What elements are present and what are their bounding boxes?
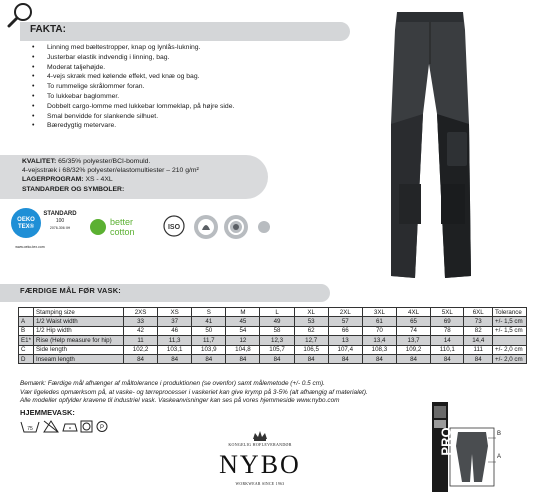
table-cell: 37	[158, 317, 192, 326]
wash-tub-icon	[21, 422, 39, 432]
table-cell: 78	[431, 326, 464, 335]
table-cell: 62	[294, 326, 328, 335]
table-cell: E1*	[19, 336, 34, 345]
table-cell: 84	[294, 354, 328, 363]
lager-label: LAGERPROGRAM:	[22, 176, 84, 184]
trousers-image	[385, 4, 475, 284]
better-cotton-logo	[90, 217, 135, 237]
iso-logo	[164, 216, 184, 236]
table-cell: 41	[192, 317, 226, 326]
table-cell: 102,2	[123, 345, 157, 354]
table-cell: 84	[158, 354, 192, 363]
table-cell: 107,4	[328, 345, 362, 354]
table-cell: C	[19, 345, 34, 354]
table-cell: 84	[464, 354, 493, 363]
table-cell: 12,7	[294, 336, 328, 345]
diagram-label-b: B	[497, 431, 502, 437]
table-cell	[493, 336, 527, 345]
table-cell: Inseam length	[33, 354, 123, 363]
fakta-title: FAKTA:	[30, 24, 66, 35]
fakta-item: • To lukkebar baglommer.	[30, 92, 234, 102]
svg-text:www.oeko-tex.com: www.oeko-tex.com	[15, 245, 45, 249]
table-cell: 84	[260, 354, 294, 363]
table-cell: 14	[431, 336, 464, 345]
table-cell: 13,4	[362, 336, 396, 345]
table-cell: 33	[123, 317, 157, 326]
svg-text:cotton: cotton	[110, 227, 135, 237]
table-cell: B	[19, 326, 34, 335]
table-cell: 104,8	[226, 345, 260, 354]
sustainability-icon	[194, 215, 218, 239]
table-cell: 84	[328, 354, 362, 363]
stretch-line: 4-vejsstræk i 68/32% polyester/elastomultiester – 210 g/m²	[22, 167, 199, 175]
header-cell: XS	[158, 308, 192, 317]
table-cell: 84	[123, 354, 157, 363]
size-table	[18, 307, 527, 364]
fakta-item: • Bæredygtig metervare.	[30, 121, 234, 131]
header-cell: M	[226, 308, 260, 317]
table-cell: 73	[464, 317, 493, 326]
svg-text:100: 100	[55, 218, 65, 224]
svg-text:ISO: ISO	[167, 224, 181, 231]
svg-text:P: P	[99, 425, 105, 431]
table-cell: +/- 1,5 cm	[493, 317, 527, 326]
table-cell: D	[19, 354, 34, 363]
nybo-logo: NYBO	[219, 450, 301, 479]
table-cell: 84	[362, 354, 396, 363]
lager-value: XS - 4XL	[85, 176, 113, 184]
table-row	[19, 354, 527, 363]
iron-icon	[63, 424, 77, 431]
table-cell: 58	[260, 326, 294, 335]
measurement-note	[20, 380, 368, 406]
table-cell: 12	[226, 336, 260, 345]
header-cell: Tolerance	[493, 308, 527, 317]
svg-text:OEKO: OEKO	[17, 217, 35, 223]
table-cell: +/- 2,0 cm	[493, 345, 527, 354]
table-cell: 106,5	[294, 345, 328, 354]
header-cell: 4XL	[396, 308, 430, 317]
industrial-wash-icon	[224, 215, 248, 239]
table-cell: 54	[226, 326, 260, 335]
table-title: FÆRDIGE MÅL FØR VASK:	[20, 286, 122, 295]
fakta-item: • Dobbelt cargo-lomme med lukkebar lommeklap, på højre side.	[30, 102, 234, 112]
fakta-item: • 4-vejs skræk med kølende effekt, ved knæ og bag.	[30, 72, 234, 82]
svg-text:75: 75	[27, 426, 33, 432]
table-cell: 46	[158, 326, 192, 335]
table-row	[19, 326, 527, 335]
header-cell: 6XL	[464, 308, 493, 317]
table-row	[19, 345, 527, 354]
header-cell: L	[260, 308, 294, 317]
header-cell: XL	[294, 308, 328, 317]
table-cell: 65	[396, 317, 430, 326]
table-cell: 103,1	[158, 345, 192, 354]
certification-logos	[8, 203, 270, 253]
kvalitet-label: KVALITET:	[22, 158, 57, 165]
table-cell: 70	[362, 326, 396, 335]
table-cell: 82	[464, 326, 493, 335]
stretch-icon	[258, 221, 270, 233]
table-cell: 13,7	[396, 336, 430, 345]
table-cell: Rise (Help measure for hip)	[33, 336, 123, 345]
note-line: Vær ligeledes opmærksom på, at vaske- og tørreprocesser i vaskeriet kan give krymp på 3-5% (alt afhængig af materialet).	[20, 388, 368, 396]
note-line: Bemærk: Færdige mål afhænger af måltolerance i produktionen (se ovenfor) samt målemetode (+/- 0.5 cm).	[20, 380, 325, 387]
table-cell: 84	[226, 354, 260, 363]
table-cell: 53	[294, 317, 328, 326]
note-line: Alle modeller opfylder kravene til industriel vask. Vaskeanvisninger kan ses på vores hjemmeside www.nybo.com	[20, 397, 340, 404]
table-cell: +/- 2,0 cm	[493, 354, 527, 363]
logo-tagline-top: KONGELIG HOFLEVERANDØR	[228, 442, 292, 447]
kvalitet-value: 65/35% polyester/BCI-bomuld.	[58, 158, 151, 165]
table-cell: 105,7	[260, 345, 294, 354]
table-cell: 103,9	[192, 345, 226, 354]
table-cell: 13	[328, 336, 362, 345]
table-cell: Side length	[33, 345, 123, 354]
table-cell: 69	[431, 317, 464, 326]
header-cell	[19, 308, 34, 317]
tumble-dry-icon	[81, 421, 92, 432]
fakta-item: • Moderat taljehøjde.	[30, 63, 234, 73]
fakta-item: • Smal benvidde for slankende silhuet.	[30, 112, 234, 122]
table-cell: 61	[362, 317, 396, 326]
table-cell: 84	[431, 354, 464, 363]
table-cell: 11,3	[158, 336, 192, 345]
table-cell: 50	[192, 326, 226, 335]
svg-text:better: better	[110, 217, 134, 227]
table-cell: 109,2	[396, 345, 430, 354]
header-cell: 2XL	[328, 308, 362, 317]
logo-tagline-bottom: WORKWEAR SINCE 1963	[235, 482, 285, 486]
fakta-header-bar	[20, 22, 350, 41]
table-cell: 11	[123, 336, 157, 345]
header-cell: Stamping size	[33, 308, 123, 317]
svg-text:2076-306 IIH: 2076-306 IIH	[49, 226, 71, 230]
fakta-item: • To rummelige skrålommer foran.	[30, 82, 234, 92]
table-row	[19, 317, 527, 326]
table-cell: 49	[260, 317, 294, 326]
table-cell: 11,7	[192, 336, 226, 345]
table-cell: 111	[464, 345, 493, 354]
care-symbols	[20, 419, 120, 433]
oeko-tex-logo	[11, 208, 77, 249]
standards-label: STANDARDER OG SYMBOLER:	[22, 185, 125, 193]
table-cell: 84	[396, 354, 430, 363]
fakta-item: • Justerbar elastik indvendig i linning, bag.	[30, 53, 234, 63]
table-cell: 66	[328, 326, 362, 335]
pro-label: PRO	[438, 427, 454, 456]
header-cell: 2XS	[123, 308, 157, 317]
table-cell: 42	[123, 326, 157, 335]
no-bleach-icon	[44, 421, 58, 432]
table-row	[19, 336, 527, 345]
table-cell: 1/2 Hip width	[33, 326, 123, 335]
care-title: HJEMMEVASK:	[20, 408, 75, 417]
table-cell: 45	[226, 317, 260, 326]
fakta-item: • Linning med bæltestropper, knap og lynlås-lukning.	[30, 43, 234, 53]
table-cell: 57	[328, 317, 362, 326]
header-cell: S	[192, 308, 226, 317]
table-cell: 84	[192, 354, 226, 363]
table-cell: A	[19, 317, 34, 326]
table-cell: 74	[396, 326, 430, 335]
table-cell: 12,3	[260, 336, 294, 345]
table-cell: 110,1	[431, 345, 464, 354]
table-cell: 14,4	[464, 336, 493, 345]
header-cell: 5XL	[431, 308, 464, 317]
header-cell: 3XL	[362, 308, 396, 317]
svg-text:STANDARD: STANDARD	[43, 211, 77, 217]
table-cell: 108,3	[362, 345, 396, 354]
svg-text:TEX®: TEX®	[17, 224, 35, 230]
dry-clean-icon	[97, 422, 107, 432]
table-cell: +/- 1,5 cm	[493, 326, 527, 335]
diagram-label-a: A	[497, 454, 502, 460]
table-cell: 1/2 Waist width	[33, 317, 123, 326]
quality-block	[22, 157, 199, 194]
fakta-list	[30, 43, 234, 131]
table-header-row	[19, 308, 527, 317]
